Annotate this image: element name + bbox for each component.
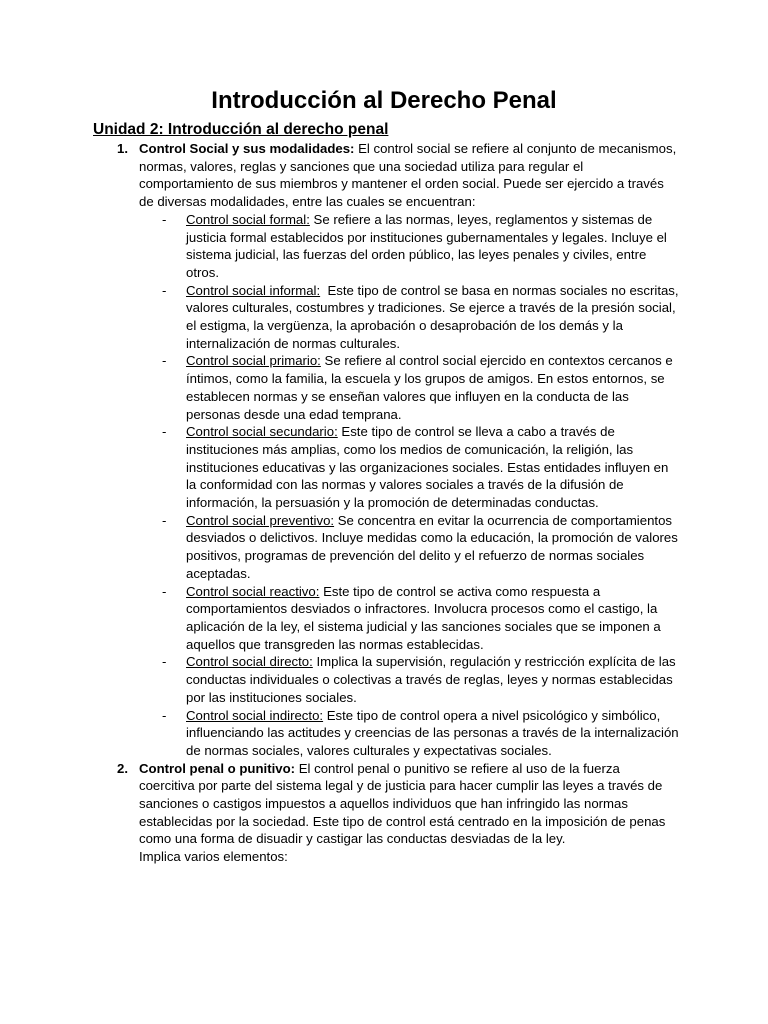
sub-item-text: Se concentra en evitar la ocurrencia de comportamientos desviados o delictivos. Incluye medidas como la educación, la promoción de valores positivos, programas de prevención del delito y el refuerzo de normas sociales aceptadas. [186, 512, 678, 581]
item-text: El control social se refiere al conjunto de mecanismos, normas, valores, reglas y sanciones que una sociedad utiliza para regular el comportamiento de sus miembros y mantener el orden social. Puede ser ejercido a través de diversas modalidades, entre las cuales se encuentran: [139, 141, 677, 210]
item-heading: Control Social y sus modalidades: [139, 141, 355, 156]
unit-heading: Unidad 2: Introducción al derecho penal [93, 121, 389, 138]
dash-bullet: - [162, 583, 167, 599]
sub-item-heading: Control social informal: [186, 282, 321, 298]
sub-item-heading: Control social formal: [186, 211, 310, 227]
dash-bullet: - [162, 211, 167, 227]
dash-bullet: - [162, 353, 167, 369]
item-text: El control penal o punitivo se refiere al uso de la fuerza coercitiva por parte del sistema legal y de justicia para hacer cumplir las leyes a través de sanciones o castigos impuestos a aquellos individuos que han infringido las normas establecidas por la sociedad. Este tipo de control está centrado en la imposición de penas como una forma de disuadir y castigar las conductas desviadas de la ley. [139, 760, 666, 847]
list-item [0, 140, 683, 760]
sub-item [139, 352, 679, 423]
dash-bullet: - [162, 707, 167, 723]
document-body [0, 140, 768, 866]
sub-item-text: Este tipo de control se lleva a cabo a través de instituciones más amplias, como los medios de comunicación, la religión, las instituciones educativas y las organizaciones sociales. Estas entidades influyen en la conformidad con las normas y valores sociales a través de la difusión de información, la persuasión y la promoción de determinadas conductas. [186, 424, 669, 511]
sub-item [139, 282, 683, 353]
document-title: Introducción al Derecho Penal [211, 87, 557, 114]
sub-item-text: Se refiere a las normas, leyes, reglamentos y sistemas de justicia formal establecidos por instituciones gubernamentales y legales. Incluye el sistema judicial, las fuerzas del orden público, las leyes penales y civiles, entre otros. [186, 211, 667, 280]
item-number: 1. [117, 141, 128, 156]
sub-item-heading: Control social preventivo: [186, 512, 335, 528]
sub-item-text: Se refiere al control social ejercido en contextos cercanos e íntimos, como la familia, la escuela y los grupos de amigos. En estos entornos, se establecen normas y se enseñan valores que influyen en la conducta de las personas desde una edad temprana. [186, 353, 673, 422]
dash-bullet: - [162, 282, 167, 298]
sub-item [139, 583, 679, 654]
sub-item [139, 423, 679, 512]
sub-item-heading: Control social reactivo: [186, 583, 320, 599]
sub-item [139, 512, 679, 583]
item-heading: Control penal o punitivo: [139, 760, 296, 776]
dash-bullet: - [162, 654, 167, 670]
sub-item-heading: Control social secundario: [186, 424, 338, 440]
item-extra-text: Implica varios elementos: [139, 849, 288, 865]
sub-item-text: Este tipo de control se basa en normas sociales no escritas, valores culturales, costumbres y tradiciones. Se ejerce a través de la presión social, el estigma, la vergüenza, la aprobación o desaprobación de los demás y la internalización de normas culturales. [186, 282, 683, 351]
sub-item-heading: Control social primario: [186, 353, 321, 369]
sub-item [139, 707, 679, 760]
sub-item-text: Implica la supervisión, regulación y restricción explícita de las conductas individuales o colectivas a través de reglas, leyes y normas establecidas por las instituciones sociales. [186, 654, 676, 705]
list-item [0, 760, 679, 866]
dash-bullet: - [162, 512, 167, 528]
dash-bullet: - [162, 424, 167, 440]
sub-item-text: Este tipo de control se activa como respuesta a comportamientos desviados o infractores. Involucra procesos como el castigo, la aplicación de la ley, el sistema judicial y las sanciones sociales que se imponen a aquellos que transgreden las normas establecidas. [186, 583, 661, 652]
sub-item-heading: Control social directo: [186, 654, 313, 670]
sub-item-heading: Control social indirecto: [186, 707, 324, 723]
sub-item [139, 653, 679, 706]
sub-item-text: Este tipo de control opera a nivel psicológico y simbólico, influenciando las actitudes y creencias de las personas a través de la internalización de normas sociales, valores culturales y expectativas sociales. [186, 707, 679, 758]
sub-item [139, 211, 679, 282]
item-number: 2. [117, 760, 128, 776]
